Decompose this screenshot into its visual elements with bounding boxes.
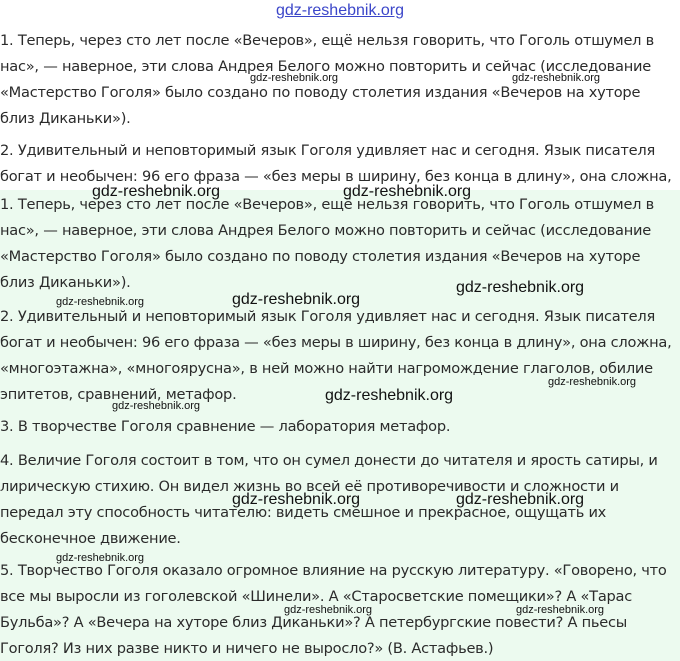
watermark: gdz-reshebnik.org: [325, 387, 454, 404]
watermark: gdz-reshebnik.org: [56, 552, 145, 564]
text-line: Гоголя? Из них разве никто и ничего не выросло?» (В. Астафьев.): [0, 640, 494, 657]
watermark: gdz-reshebnik.org: [112, 400, 201, 412]
watermark: gdz-reshebnik.org: [456, 279, 585, 296]
text-line: 2. Удивительный и неповторимый язык Гоголя удивляет нас и сегодня. Язык писателя: [0, 142, 655, 159]
text-line: нас», — наверное, эти слова Андрея Белого можно повторить и сейчас (исследование: [0, 222, 651, 239]
watermark: gdz-reshebnik.org: [456, 491, 585, 508]
text-line: 1. Теперь, через сто лет после «Вечеров», ещё нельзя говорить, что Гоголь отшумел в: [0, 196, 654, 213]
text-line: Бульба»? А «Вечера на хуторе близ Диканьки»? А петербургские повести? А пьесы: [0, 614, 628, 631]
text-line: 1. Теперь, через сто лет после «Вечеров», ещё нельзя говорить, что Гоголь отшумел в: [0, 32, 654, 49]
answer-paragraph-3: [0, 414, 676, 440]
watermark: gdz-reshebnik.org: [56, 296, 145, 308]
text-line: лирическую стихию. Он видел жизнь во всей её противоречивости и сложности и: [0, 478, 619, 495]
site-link[interactable]: gdz-reshebnik.org: [275, 2, 405, 19]
text-line: 5. Творчество Гоголя оказало огромное влияние на русскую литературу. «Говорено, что: [0, 562, 667, 579]
text-line: все мы выросли из гоголевской «Шинели». А «Старосветские помещики»? А «Тарас: [0, 588, 632, 605]
watermark: gdz-reshebnik.org: [284, 604, 373, 616]
preview-block: [0, 28, 680, 190]
text-line: близ Диканьки»).: [0, 110, 131, 127]
watermark: gdz-reshebnik.org: [232, 491, 361, 508]
watermark: gdz-reshebnik.org: [548, 376, 637, 388]
watermark: gdz-reshebnik.org: [512, 72, 601, 84]
text-line: «Мастерство Гоголя» было создано по поводу столетия издания «Вечеров на хуторе: [0, 84, 641, 101]
text-line: 4. Величие Гоголя состоит в том, что он сумел донести до читателя и ярость сатиры, и: [0, 452, 658, 469]
answer-block: [0, 190, 680, 661]
text-line: бесконечное движение.: [0, 530, 181, 547]
watermark: gdz-reshebnik.org: [343, 183, 472, 200]
watermark: gdz-reshebnik.org: [232, 291, 361, 308]
text-line: близ Диканьки»).: [0, 274, 131, 291]
text-line: богат и необычен: 96 его фраза — «без меры в ширину, без конца в длину», она сложна,: [0, 168, 672, 185]
site-header: [0, 0, 680, 22]
text-line: 3. В творчестве Гоголя сравнение — лаборатория метафор.: [0, 418, 451, 435]
text-line: 2. Удивительный и неповторимый язык Гоголя удивляет нас и сегодня. Язык писателя: [0, 308, 655, 325]
text-line: богат и необычен: 96 его фраза — «без меры в ширину, без конца в длину», она сложна,: [0, 334, 672, 351]
text-line: нас», — наверное, эти слова Андрея Белого можно повторить и сейчас (исследование: [0, 58, 651, 75]
text-line: «Мастерство Гоголя» было создано по поводу столетия издания «Вечеров на хуторе: [0, 248, 641, 265]
watermark: gdz-reshebnik.org: [516, 604, 605, 616]
text-line: передал эту способность читателю: видеть смешное и прекрасное, ощущать их: [0, 504, 607, 521]
text-line: эпитетов, сравнений, метафор.: [0, 386, 237, 403]
watermark: gdz-reshebnik.org: [250, 72, 339, 84]
watermark: gdz-reshebnik.org: [92, 183, 221, 200]
text-line: «многоэтажна», «многоярусна», в ней можно найти нагромождение глаголов, обилие: [0, 360, 653, 377]
